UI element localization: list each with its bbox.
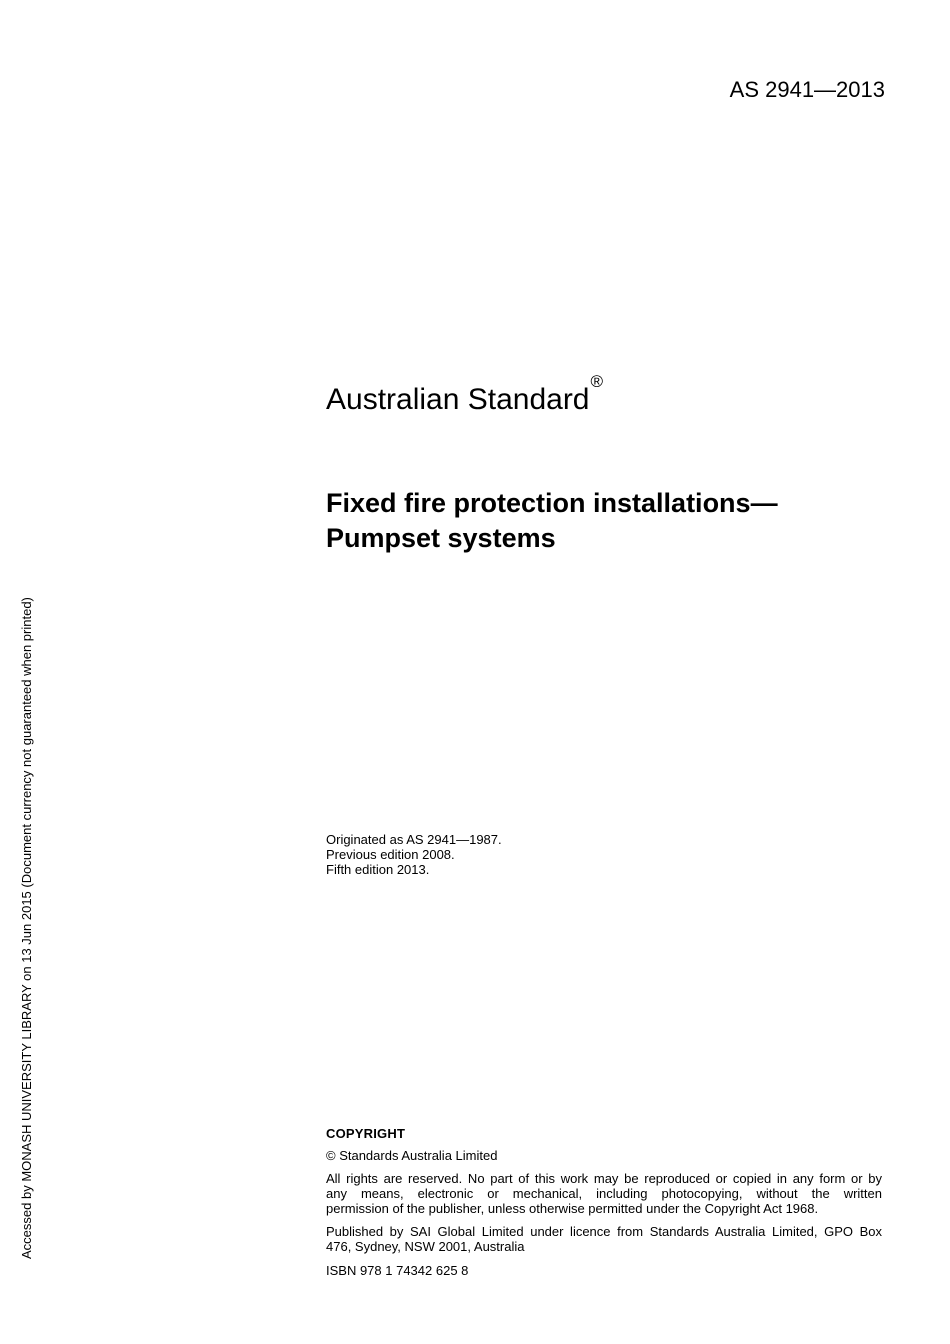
library-access-watermark: Accessed by MONASH UNIVERSITY LIBRARY on 13 Jun 2015 (Document currency not guaranteed when printed) bbox=[19, 597, 34, 1259]
standard-number: AS 2941—2013 bbox=[729, 77, 885, 102]
document-title bbox=[326, 486, 778, 556]
copyright-section bbox=[326, 1126, 882, 1278]
document-title-line1: Fixed fire protection installations— bbox=[326, 488, 778, 518]
publisher-paragraph bbox=[326, 1224, 882, 1254]
copyright-rights-line3: permission of the publisher, unless otherwise permitted under the Copyright Act 1968. bbox=[326, 1201, 819, 1216]
edition-history bbox=[326, 832, 502, 877]
publisher-line2: 476, Sydney, NSW 2001, Australia bbox=[326, 1239, 525, 1254]
copyright-rights-paragraph bbox=[326, 1171, 882, 1216]
edition-history-originated: Originated as AS 2941—1987. bbox=[326, 832, 502, 847]
copyright-heading: COPYRIGHT bbox=[326, 1126, 406, 1141]
copyright-rights-line1: All rights are reserved. No part of this work may be reproduced or copied in any form or by bbox=[326, 1171, 882, 1186]
copyright-owner: © Standards Australia Limited bbox=[326, 1148, 498, 1163]
registered-trademark-symbol: ® bbox=[590, 372, 604, 391]
document-title-line2: Pumpset systems bbox=[326, 523, 556, 553]
isbn-number: ISBN 978 1 74342 625 8 bbox=[326, 1263, 469, 1278]
edition-history-previous: Previous edition 2008. bbox=[326, 847, 455, 862]
brand-title-text: Australian Standard bbox=[326, 383, 590, 416]
publisher-line1: Published by SAI Global Limited under licence from Standards Australia Limited, GPO Box bbox=[326, 1224, 882, 1239]
brand-title bbox=[326, 372, 604, 416]
copyright-rights-line2: any means, electronic or mechanical, including photocopying, without the written bbox=[326, 1186, 882, 1201]
edition-history-fifth: Fifth edition 2013. bbox=[326, 862, 430, 877]
